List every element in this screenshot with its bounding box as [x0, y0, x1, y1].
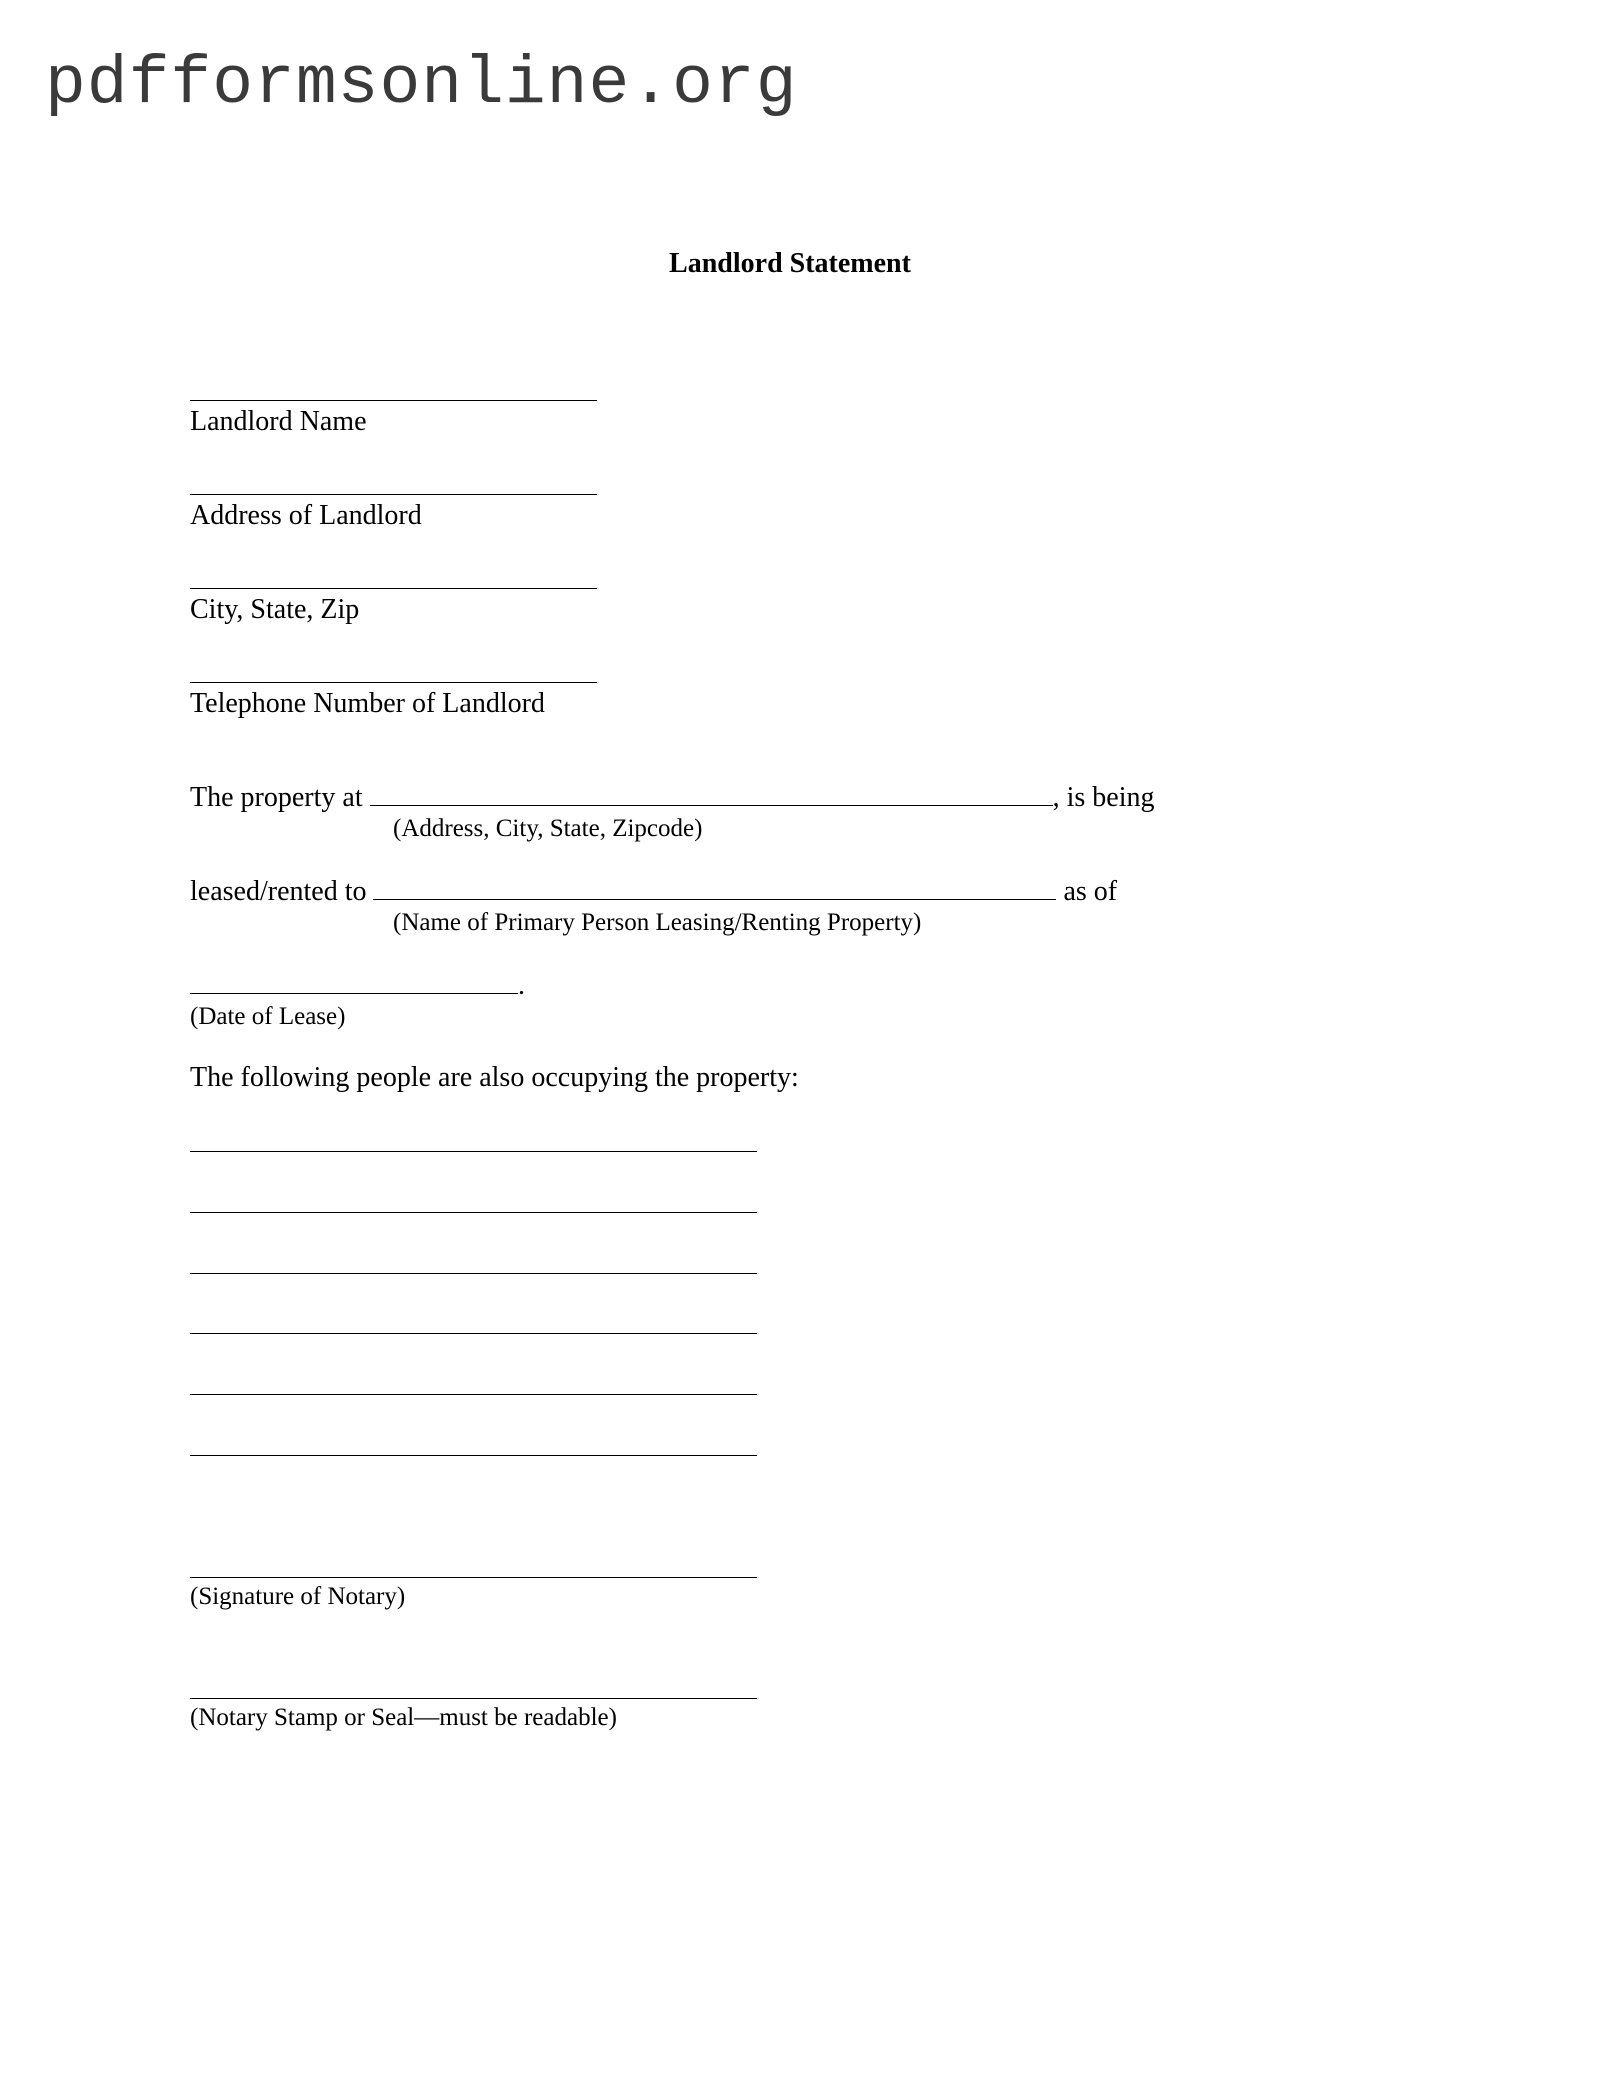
occupant-line[interactable]	[190, 1151, 757, 1152]
landlord-telephone-label: Telephone Number of Landlord	[190, 688, 545, 719]
occupant-line[interactable]	[190, 1455, 757, 1456]
notary-stamp-label: (Notary Stamp or Seal—must be readable)	[190, 1704, 617, 1731]
occupants-label: The following people are also occupying the property:	[190, 1062, 799, 1093]
landlord-name-field[interactable]	[190, 400, 597, 401]
landlord-city-state-zip-field[interactable]	[190, 588, 597, 589]
property-address-field[interactable]	[370, 804, 1053, 806]
watermark-logo: pdfformsonline.org	[45, 46, 798, 123]
date-suffix: .	[518, 970, 525, 1001]
landlord-city-state-zip-label: City, State, Zip	[190, 594, 360, 625]
lease-suffix: as of	[1063, 876, 1118, 907]
landlord-name-label: Landlord Name	[190, 406, 367, 437]
date-of-lease-hint: (Date of Lease)	[190, 1003, 346, 1030]
occupant-line[interactable]	[190, 1394, 757, 1395]
property-address-hint: (Address, City, State, Zipcode)	[393, 815, 703, 842]
landlord-address-field[interactable]	[190, 494, 597, 495]
landlord-telephone-field[interactable]	[190, 682, 597, 683]
property-suffix: , is being	[1052, 782, 1155, 813]
notary-signature-label: (Signature of Notary)	[190, 1583, 406, 1610]
landlord-address-label: Address of Landlord	[190, 500, 422, 531]
primary-person-hint: (Name of Primary Person Leasing/Renting Property)	[393, 909, 922, 936]
notary-stamp-field[interactable]	[190, 1698, 757, 1699]
lease-prefix: leased/rented to	[190, 876, 367, 907]
notary-signature-field[interactable]	[190, 1577, 757, 1578]
property-sentence	[190, 784, 1154, 812]
lease-sentence	[190, 878, 1117, 906]
property-prefix: The property at	[190, 782, 363, 813]
occupant-line[interactable]	[190, 1333, 757, 1334]
date-of-lease-field[interactable]	[190, 992, 518, 994]
page-title: Landlord Statement	[669, 248, 911, 279]
date-of-lease-row	[190, 972, 525, 1000]
occupant-line[interactable]	[190, 1273, 757, 1274]
primary-person-field[interactable]	[373, 898, 1056, 900]
occupant-line[interactable]	[190, 1212, 757, 1213]
